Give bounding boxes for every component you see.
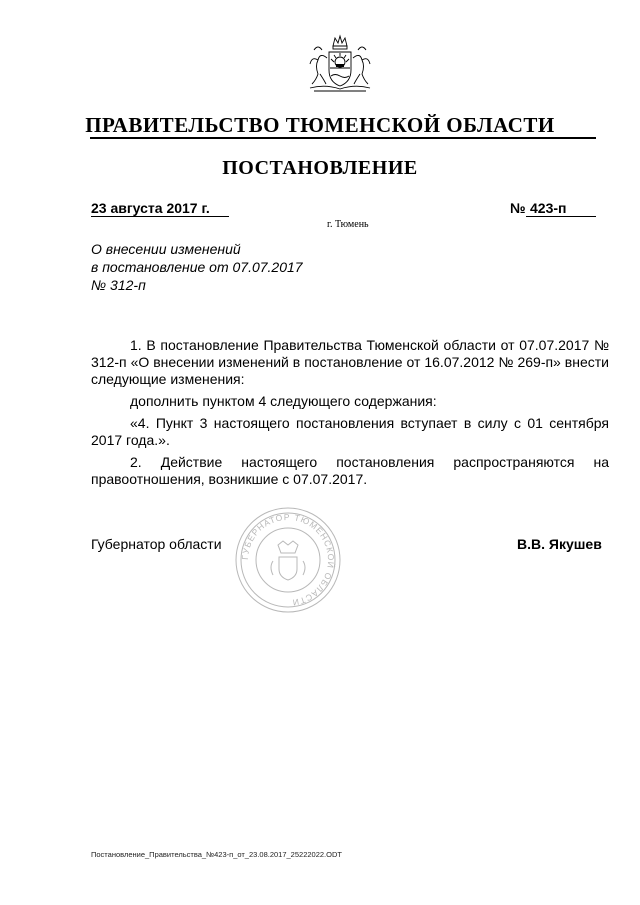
- coat-of-arms-icon: [300, 34, 380, 94]
- subject-line: О внесении изменений: [91, 241, 241, 257]
- stamp-text: ГУБЕРНАТОР ТЮМЕНСКОЙ ОБЛАСТИ: [239, 511, 337, 608]
- document-subject: [91, 240, 303, 294]
- paragraph-4: 2. Действие настоящего постановления распространяются на правоотношения, возникшие с 07.07.2017.: [91, 454, 609, 487]
- signatory-name: В.В. Якушев: [517, 536, 602, 552]
- date-underline: [91, 216, 229, 217]
- number-sign: №: [510, 200, 526, 216]
- official-stamp-icon: [233, 505, 343, 615]
- subject-line: в постановление от 07.07.2017: [91, 259, 303, 275]
- file-name-footer: Постановление_Правительства_№423-п_от_23.08.2017_25222022.ODT: [91, 850, 342, 859]
- document-date: 23 августа 2017 г.: [91, 200, 210, 216]
- document-number: 423-п: [530, 200, 567, 216]
- document-city: г. Тюмень: [327, 219, 369, 230]
- title-underline: [90, 137, 596, 139]
- paragraph-3: «4. Пункт 3 настоящего постановления вступает в силу с 01 сентября 2017 года.».: [91, 415, 609, 448]
- paragraph-2: дополнить пунктом 4 следующего содержания:: [130, 393, 437, 409]
- document-type: ПОСТАНОВЛЕНИЕ: [222, 157, 418, 179]
- subject-line: № 312-п: [91, 277, 146, 293]
- signatory-role: Губернатор области: [91, 536, 222, 552]
- number-underline: [526, 216, 596, 217]
- government-title: ПРАВИТЕЛЬСТВО ТЮМЕНСКОЙ ОБЛАСТИ: [85, 113, 555, 137]
- paragraph-1: 1. В постановление Правительства Тюменской области от 07.07.2017 № 312-п «О внесении изменений в постановление от 16.07.2012 № 269-п» внести следующие изменения:: [91, 337, 609, 387]
